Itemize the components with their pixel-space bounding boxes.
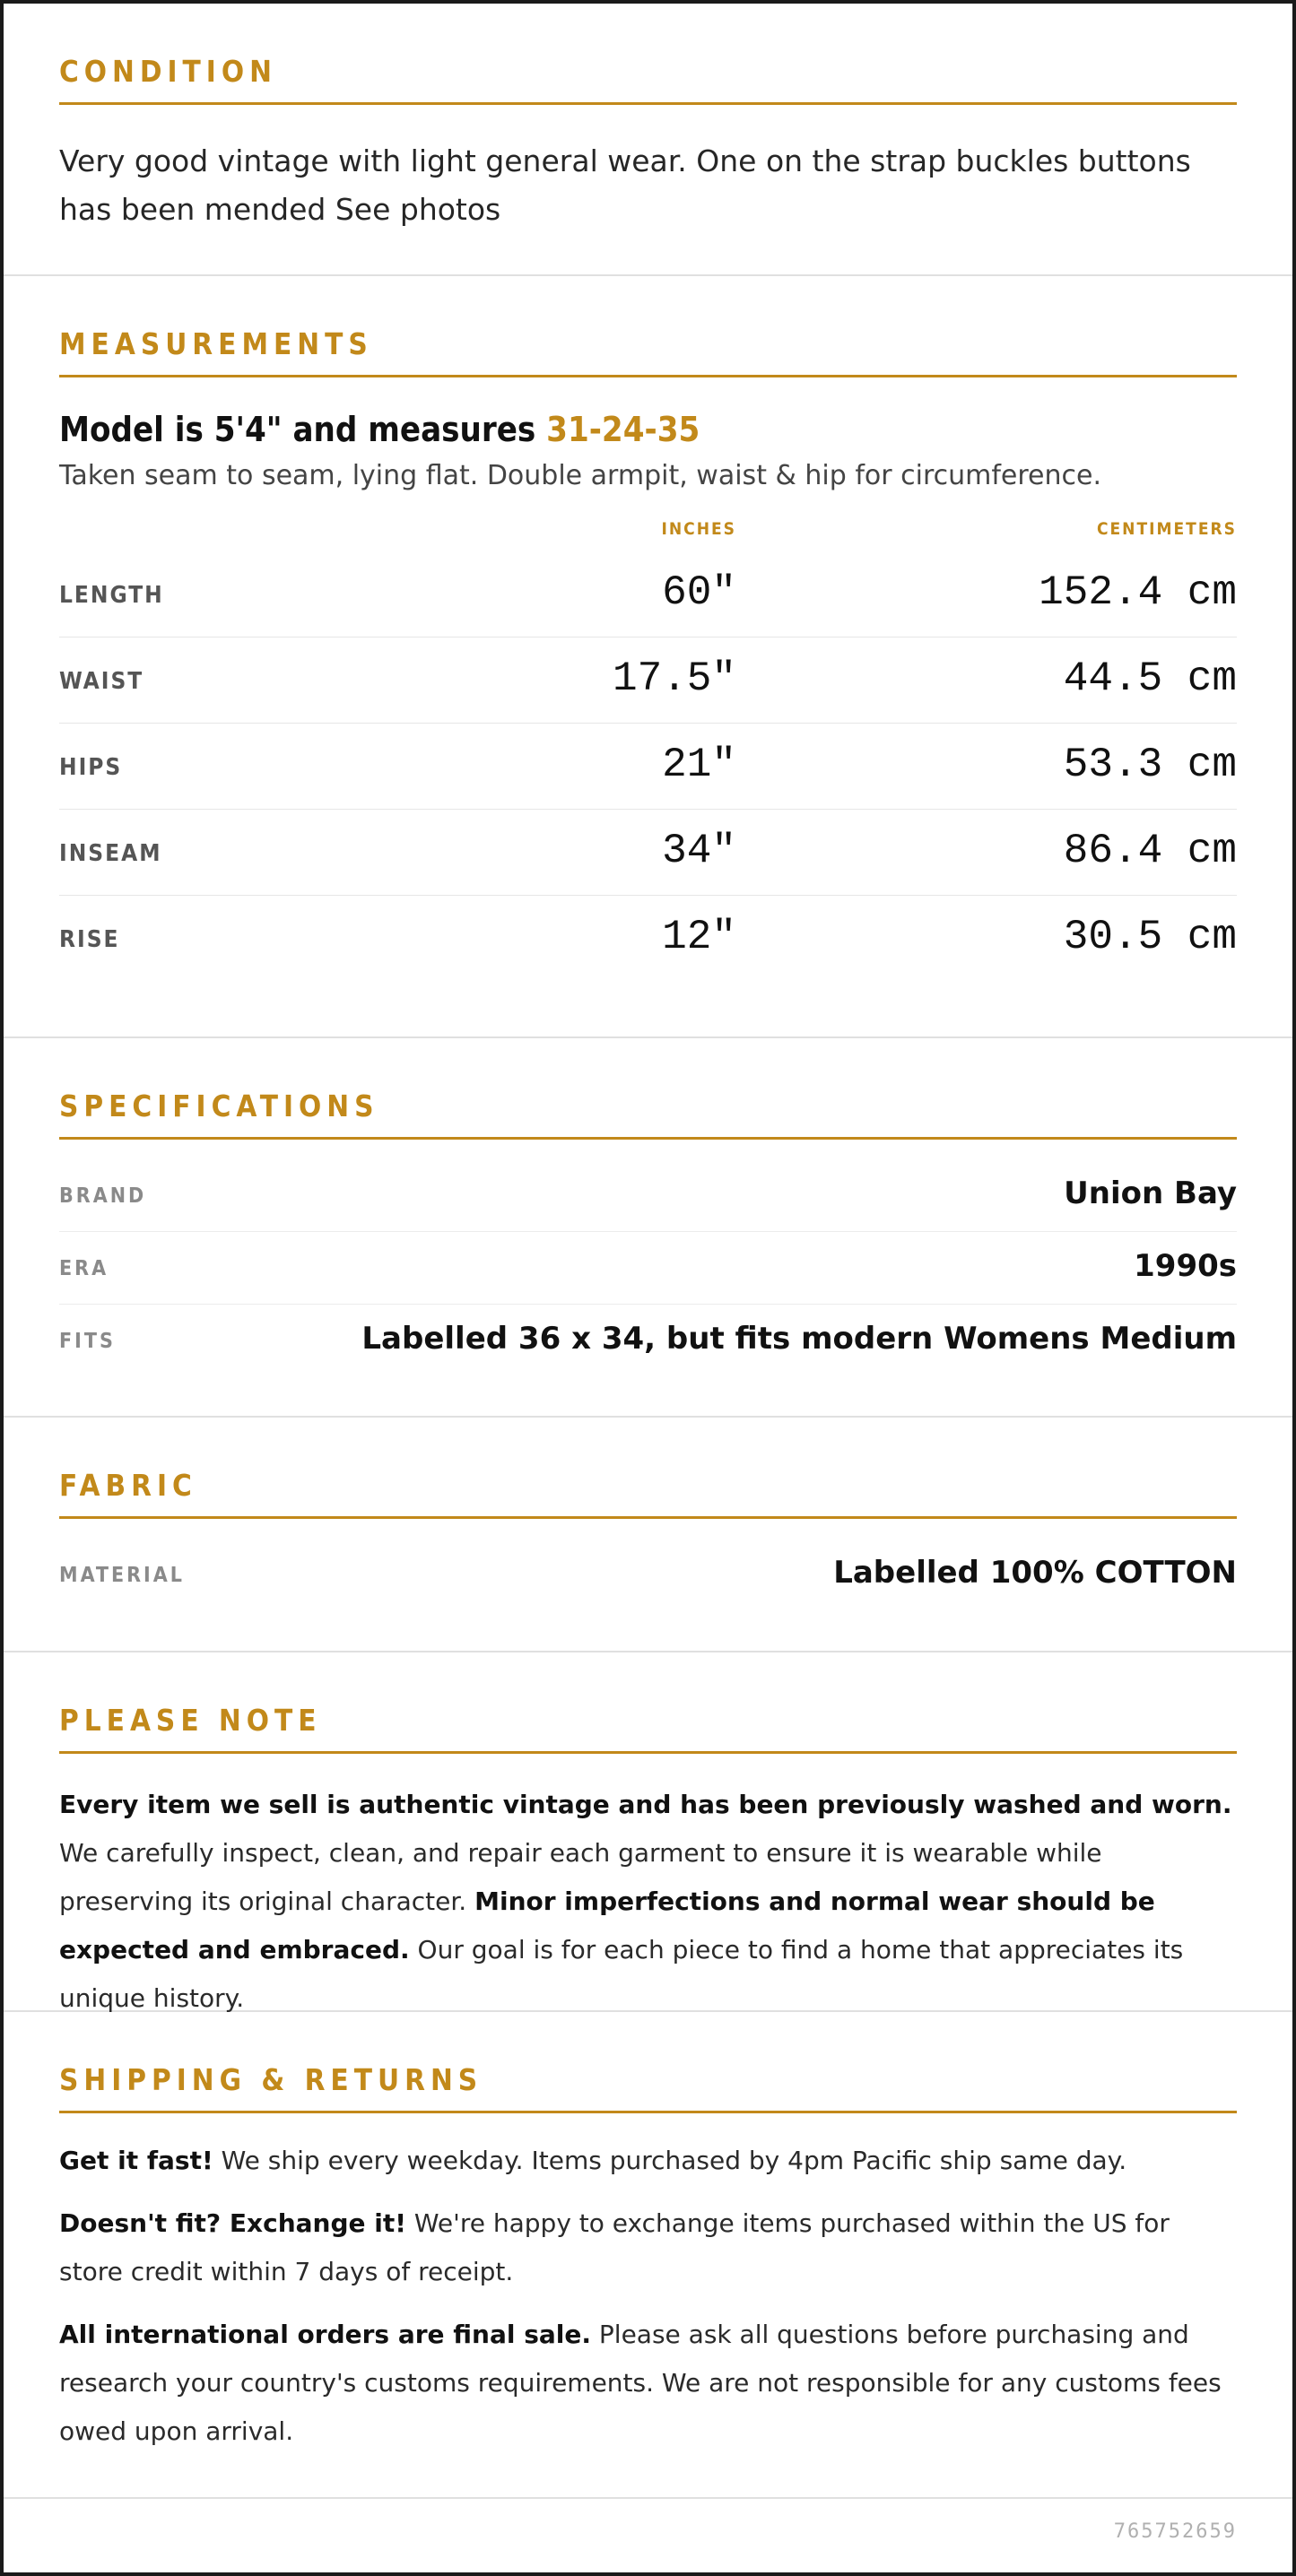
measurement-centimeters: 44.5 cm [1063,655,1237,702]
spec-row-brand [59,1159,1237,1232]
please-note-section [4,1652,1292,2012]
measurement-label: HIPS [59,754,123,781]
international-text: Please ask all questions before purchasing and research your country's customs requirements. We are not responsible for any customs fees owed upon arrival. [59,2320,1222,2446]
spec-label: BRAND [59,1184,147,1208]
fabric-heading: FABRIC [59,1468,1237,1519]
spec-label: ERA [59,1257,109,1280]
measurement-label: WAIST [59,668,144,695]
shipping-fast-text: We ship every weekday. Items purchased by 4pm Pacific ship same day. [213,2146,1127,2175]
measurement-label: INSEAM [59,840,162,867]
measurement-method-note: Taken seam to seam, lying flat. Double armpit, waist & hip for circumference. [59,460,1102,491]
measurement-row-inseam [59,810,1237,896]
fabric-label: MATERIAL [59,1564,185,1587]
measurements-heading: MEASUREMENTS [59,326,1237,377]
shipping-returns-section [4,2012,1292,2499]
measurement-row-waist [59,637,1237,724]
spec-value: 1990s [1134,1248,1237,1284]
measurement-inches: 34" [662,828,736,874]
international-paragraph [59,2311,1237,2456]
please-note-text [59,1781,1237,2023]
spec-row-era [59,1232,1237,1305]
measurement-column-headers [59,519,1237,546]
measurement-centimeters: 30.5 cm [1063,914,1237,960]
international-bold: All international orders are final sale. [59,2320,592,2349]
measurement-row-hips [59,724,1237,810]
measurement-row-length [59,551,1237,637]
exchange-text: We're happy to exchange items purchased within the US for store credit within 7 days of receipt. [59,2208,1170,2286]
fabric-section [4,1418,1292,1652]
note-text-goal: Our goal is for each piece to find a home that appreciates its unique history. [59,1935,1184,2013]
measurement-table [59,551,1237,981]
spec-row-fits [59,1305,1237,1376]
measurement-inches: 21" [662,742,736,788]
fabric-list [59,1539,1237,1610]
product-sku: 765752659 [1113,2520,1237,2543]
fabric-value: Labelled 100% COTTON [833,1555,1237,1591]
specifications-heading: SPECIFICATIONS [59,1089,1237,1140]
shipping-returns-heading: SHIPPING & RETURNS [59,2062,1237,2113]
specifications-section [4,1038,1292,1418]
measurement-row-rise [59,896,1237,981]
measurement-label: LENGTH [59,582,164,609]
please-note-heading: PLEASE NOTE [59,1703,1237,1754]
spec-label: FITS [59,1330,116,1353]
shipping-fast-bold: Get it fast! [59,2146,213,2175]
condition-text: Very good vintage with light general wear. One on the strap buckles buttons has been mended See photos [59,143,1191,227]
exchange-paragraph [59,2199,1237,2296]
spec-value: Labelled 36 x 34, but fits modern Womens Medium [361,1321,1237,1357]
measurement-centimeters: 152.4 cm [1039,569,1237,616]
measurement-centimeters: 53.3 cm [1063,742,1237,788]
model-measures-prefix: Model is 5'4" and measures [59,410,547,449]
measurement-centimeters: 86.4 cm [1063,828,1237,874]
measurement-inches: 12" [662,914,736,960]
model-measures-line [59,410,1237,449]
footer [4,2499,1292,2571]
column-header-inches: INCHES [661,519,736,539]
model-measures-value: 31-24-35 [546,410,700,449]
note-bold-authentic: Every item we sell is authentic vintage and has been previously washed and worn. [59,1790,1232,1819]
measurements-section [4,276,1292,1038]
specifications-list [59,1159,1237,1376]
shipping-fast-paragraph [59,2137,1237,2185]
column-header-centimeters: CENTIMETERS [1096,519,1237,539]
measurement-inches: 17.5" [612,655,736,702]
measurement-label: RISE [59,926,120,953]
condition-section [4,4,1292,276]
note-bold-imperfections: Minor imperfections and normal wear should be expected and embraced. [59,1886,1155,1965]
exchange-bold: Doesn't fit? Exchange it! [59,2208,406,2238]
measurement-inches: 60" [662,569,736,616]
condition-heading: CONDITION [59,54,1237,105]
note-text-inspect: We carefully inspect, clean, and repair each garment to ensure it is wearable while preserving its original character. [59,1838,1102,1916]
spec-value: Union Bay [1064,1175,1237,1211]
shipping-info [59,2137,1237,2456]
fabric-row-material [59,1539,1237,1610]
